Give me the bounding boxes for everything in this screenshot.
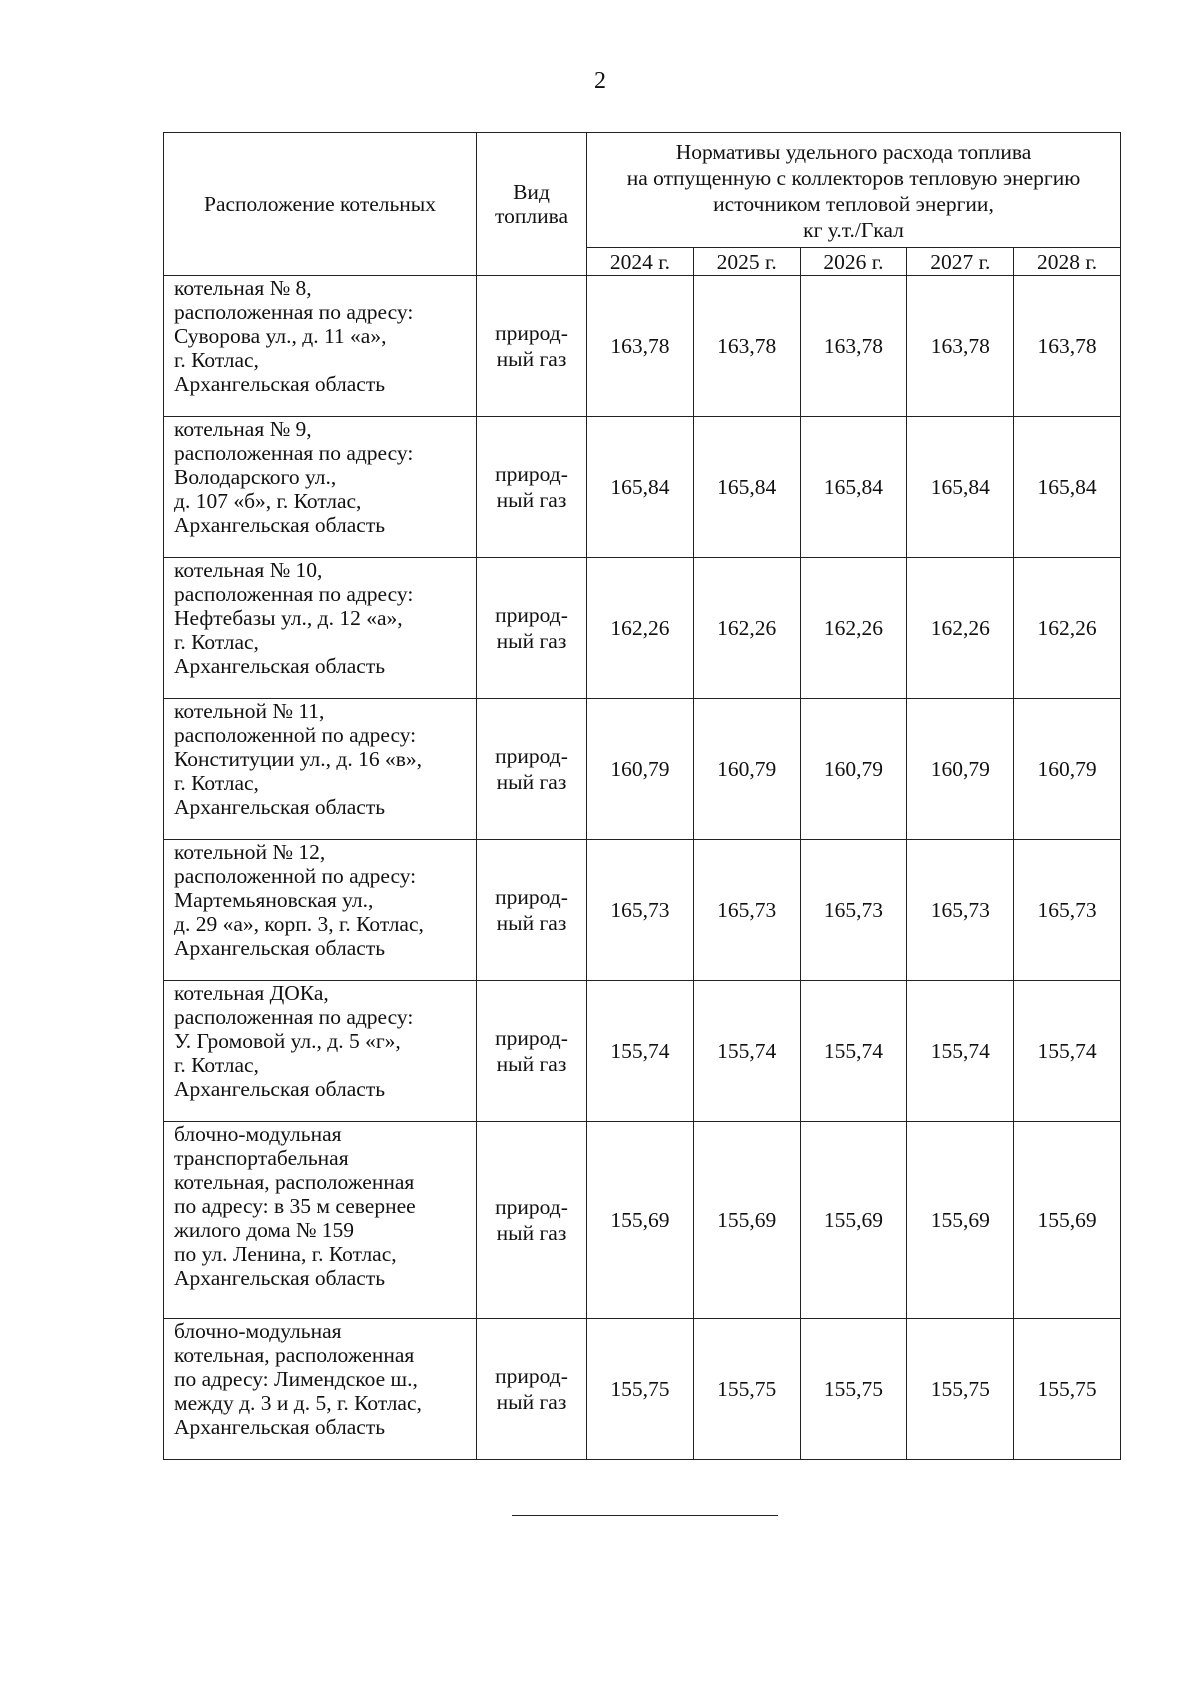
cell-norm-value: 162,26	[1014, 558, 1121, 699]
location-line: Нефтебазы ул., д. 12 «а»,	[174, 606, 403, 630]
cell-norm-value: 155,74	[1014, 981, 1121, 1122]
cell-norm-value: 155,74	[693, 981, 800, 1122]
cell-norm-value: 155,75	[800, 1319, 907, 1460]
fuel-line: ный газ	[496, 347, 567, 371]
cell-fuel-type	[477, 981, 587, 1122]
location-line: по адресу: Лимендское ш.,	[174, 1367, 418, 1391]
cell-location	[164, 1319, 477, 1460]
cell-norm-value: 163,78	[693, 276, 800, 417]
cell-fuel-type	[477, 1319, 587, 1460]
cell-norm-value: 165,73	[693, 840, 800, 981]
header-fuel-type	[477, 133, 587, 276]
location-line: расположенная по адресу:	[174, 1005, 414, 1029]
location-line: расположенная по адресу:	[174, 441, 414, 465]
location-line: расположенная по адресу:	[174, 300, 414, 324]
location-line: расположенная по адресу:	[174, 582, 414, 606]
fuel-line: природ-	[495, 1026, 568, 1050]
fuel-line: природ-	[495, 462, 568, 486]
cell-norm-value: 160,79	[693, 699, 800, 840]
cell-norm-value: 165,73	[907, 840, 1014, 981]
fuel-norms-table	[163, 132, 1121, 1460]
cell-location	[164, 699, 477, 840]
location-line: У. Громовой ул., д. 5 «г»,	[174, 1029, 401, 1053]
cell-norm-value: 155,69	[907, 1122, 1014, 1319]
cell-norm-value: 155,69	[693, 1122, 800, 1319]
location-line: расположенной по адресу:	[174, 864, 417, 888]
location-line: между д. 3 и д. 5, г. Котлас,	[174, 1391, 422, 1415]
header-row-main	[164, 133, 1121, 248]
cell-norm-value: 165,84	[907, 417, 1014, 558]
cell-norm-value: 155,74	[800, 981, 907, 1122]
table-row	[164, 699, 1121, 840]
location-line: д. 107 «б», г. Котлас,	[174, 489, 362, 513]
header-year: 2027 г.	[907, 248, 1014, 276]
location-line: Суворова ул., д. 11 «а»,	[174, 324, 387, 348]
cell-norm-value: 160,79	[587, 699, 694, 840]
cell-fuel-type	[477, 1122, 587, 1319]
fuel-line: природ-	[495, 744, 568, 768]
location-line: котельная, расположенная	[174, 1170, 415, 1194]
location-line: котельная № 10,	[174, 558, 323, 582]
location-line: блочно-модульная	[174, 1319, 342, 1343]
location-line: котельная ДОКа,	[174, 981, 329, 1005]
header-fuel-line: топлива	[494, 204, 568, 228]
location-line: г. Котлас,	[174, 348, 259, 372]
cell-norm-value: 163,78	[587, 276, 694, 417]
cell-norm-value: 155,69	[800, 1122, 907, 1319]
cell-norm-value: 160,79	[800, 699, 907, 840]
cell-norm-value: 155,74	[587, 981, 694, 1122]
end-divider-line	[512, 1515, 778, 1516]
table-row	[164, 981, 1121, 1122]
cell-norm-value: 155,69	[587, 1122, 694, 1319]
header-norms-unit: кг у.т./Гкал	[803, 218, 904, 242]
cell-norm-value: 163,78	[800, 276, 907, 417]
fuel-line: ный газ	[496, 488, 567, 512]
location-line: д. 29 «а», корп. 3, г. Котлас,	[174, 912, 424, 936]
header-norms-line: Нормативы удельного расхода топлива	[675, 140, 1032, 164]
cell-norm-value: 163,78	[907, 276, 1014, 417]
location-line: Архангельская область	[174, 1415, 386, 1439]
header-year: 2024 г.	[587, 248, 694, 276]
cell-norm-value: 162,26	[907, 558, 1014, 699]
table-row	[164, 840, 1121, 981]
fuel-norms-table-wrapper	[163, 132, 1120, 1460]
location-line: г. Котлас,	[174, 630, 259, 654]
cell-norm-value: 165,84	[587, 417, 694, 558]
cell-norm-value: 165,84	[800, 417, 907, 558]
cell-norm-value: 165,73	[587, 840, 694, 981]
page-number: 2	[594, 68, 606, 94]
header-location: Расположение котельных	[164, 133, 477, 276]
location-line: Архангельская область	[174, 1266, 386, 1290]
fuel-line: природ-	[495, 321, 568, 345]
table-row	[164, 417, 1121, 558]
cell-location	[164, 981, 477, 1122]
cell-fuel-type	[477, 699, 587, 840]
location-line: Архангельская область	[174, 795, 386, 819]
cell-norm-value: 155,74	[907, 981, 1014, 1122]
location-line: транспортабельная	[174, 1146, 349, 1170]
location-line: Архангельская область	[174, 936, 386, 960]
cell-norm-value: 155,69	[1014, 1122, 1121, 1319]
location-line: котельная № 9,	[174, 417, 312, 441]
fuel-line: природ-	[495, 603, 568, 627]
cell-norm-value: 160,79	[1014, 699, 1121, 840]
table-row	[164, 1319, 1121, 1460]
location-line: Архангельская область	[174, 372, 386, 396]
cell-location	[164, 417, 477, 558]
cell-norm-value: 155,75	[693, 1319, 800, 1460]
cell-norm-value: 160,79	[907, 699, 1014, 840]
location-line: котельная, расположенная	[174, 1343, 415, 1367]
cell-location	[164, 558, 477, 699]
cell-norm-value: 165,73	[1014, 840, 1121, 981]
header-fuel-line: Вид	[513, 180, 550, 204]
header-year: 2025 г.	[693, 248, 800, 276]
header-year: 2028 г.	[1014, 248, 1121, 276]
cell-norm-value: 165,84	[1014, 417, 1121, 558]
fuel-line: природ-	[495, 1195, 568, 1219]
header-norms	[587, 133, 1121, 248]
header-norms-line: источником тепловой энергии,	[713, 192, 994, 216]
table-row	[164, 558, 1121, 699]
location-line: жилого дома № 159	[174, 1218, 355, 1242]
header-norms-line: на отпущенную с коллекторов тепловую энергию	[626, 166, 1081, 190]
table-row	[164, 276, 1121, 417]
cell-fuel-type	[477, 558, 587, 699]
cell-fuel-type	[477, 417, 587, 558]
cell-norm-value: 155,75	[907, 1319, 1014, 1460]
location-line: Володарского ул.,	[174, 465, 337, 489]
location-line: блочно-модульная	[174, 1122, 342, 1146]
location-line: котельной № 12,	[174, 840, 326, 864]
location-line: г. Котлас,	[174, 1053, 259, 1077]
cell-norm-value: 155,75	[587, 1319, 694, 1460]
cell-norm-value: 165,73	[800, 840, 907, 981]
fuel-line: природ-	[495, 885, 568, 909]
table-row	[164, 1122, 1121, 1319]
location-line: по ул. Ленина, г. Котлас,	[174, 1242, 397, 1266]
location-line: по адресу: в 35 м севернее	[174, 1194, 416, 1218]
location-line: расположенной по адресу:	[174, 723, 417, 747]
cell-location	[164, 1122, 477, 1319]
fuel-line: ный газ	[496, 629, 567, 653]
cell-norm-value: 163,78	[1014, 276, 1121, 417]
cell-norm-value: 165,84	[693, 417, 800, 558]
location-line: Архангельская область	[174, 513, 386, 537]
location-line: котельная № 8,	[174, 276, 312, 300]
cell-location	[164, 276, 477, 417]
cell-norm-value: 162,26	[800, 558, 907, 699]
cell-fuel-type	[477, 840, 587, 981]
cell-norm-value: 155,75	[1014, 1319, 1121, 1460]
location-line: Конституции ул., д. 16 «в»,	[174, 747, 422, 771]
location-line: Архангельская область	[174, 654, 386, 678]
cell-location	[164, 840, 477, 981]
header-year: 2026 г.	[800, 248, 907, 276]
fuel-line: ный газ	[496, 1052, 567, 1076]
fuel-line: природ-	[495, 1364, 568, 1388]
table-body	[164, 276, 1121, 1460]
cell-fuel-type	[477, 276, 587, 417]
location-line: Мартемьяновская ул.,	[174, 888, 374, 912]
location-line: котельной № 11,	[174, 699, 325, 723]
location-line: г. Котлас,	[174, 771, 259, 795]
cell-norm-value: 162,26	[587, 558, 694, 699]
fuel-line: ный газ	[496, 1390, 567, 1414]
fuel-line: ный газ	[496, 911, 567, 935]
location-line: Архангельская область	[174, 1077, 386, 1101]
fuel-line: ный газ	[496, 770, 567, 794]
cell-norm-value: 162,26	[693, 558, 800, 699]
fuel-line: ный газ	[496, 1221, 567, 1245]
